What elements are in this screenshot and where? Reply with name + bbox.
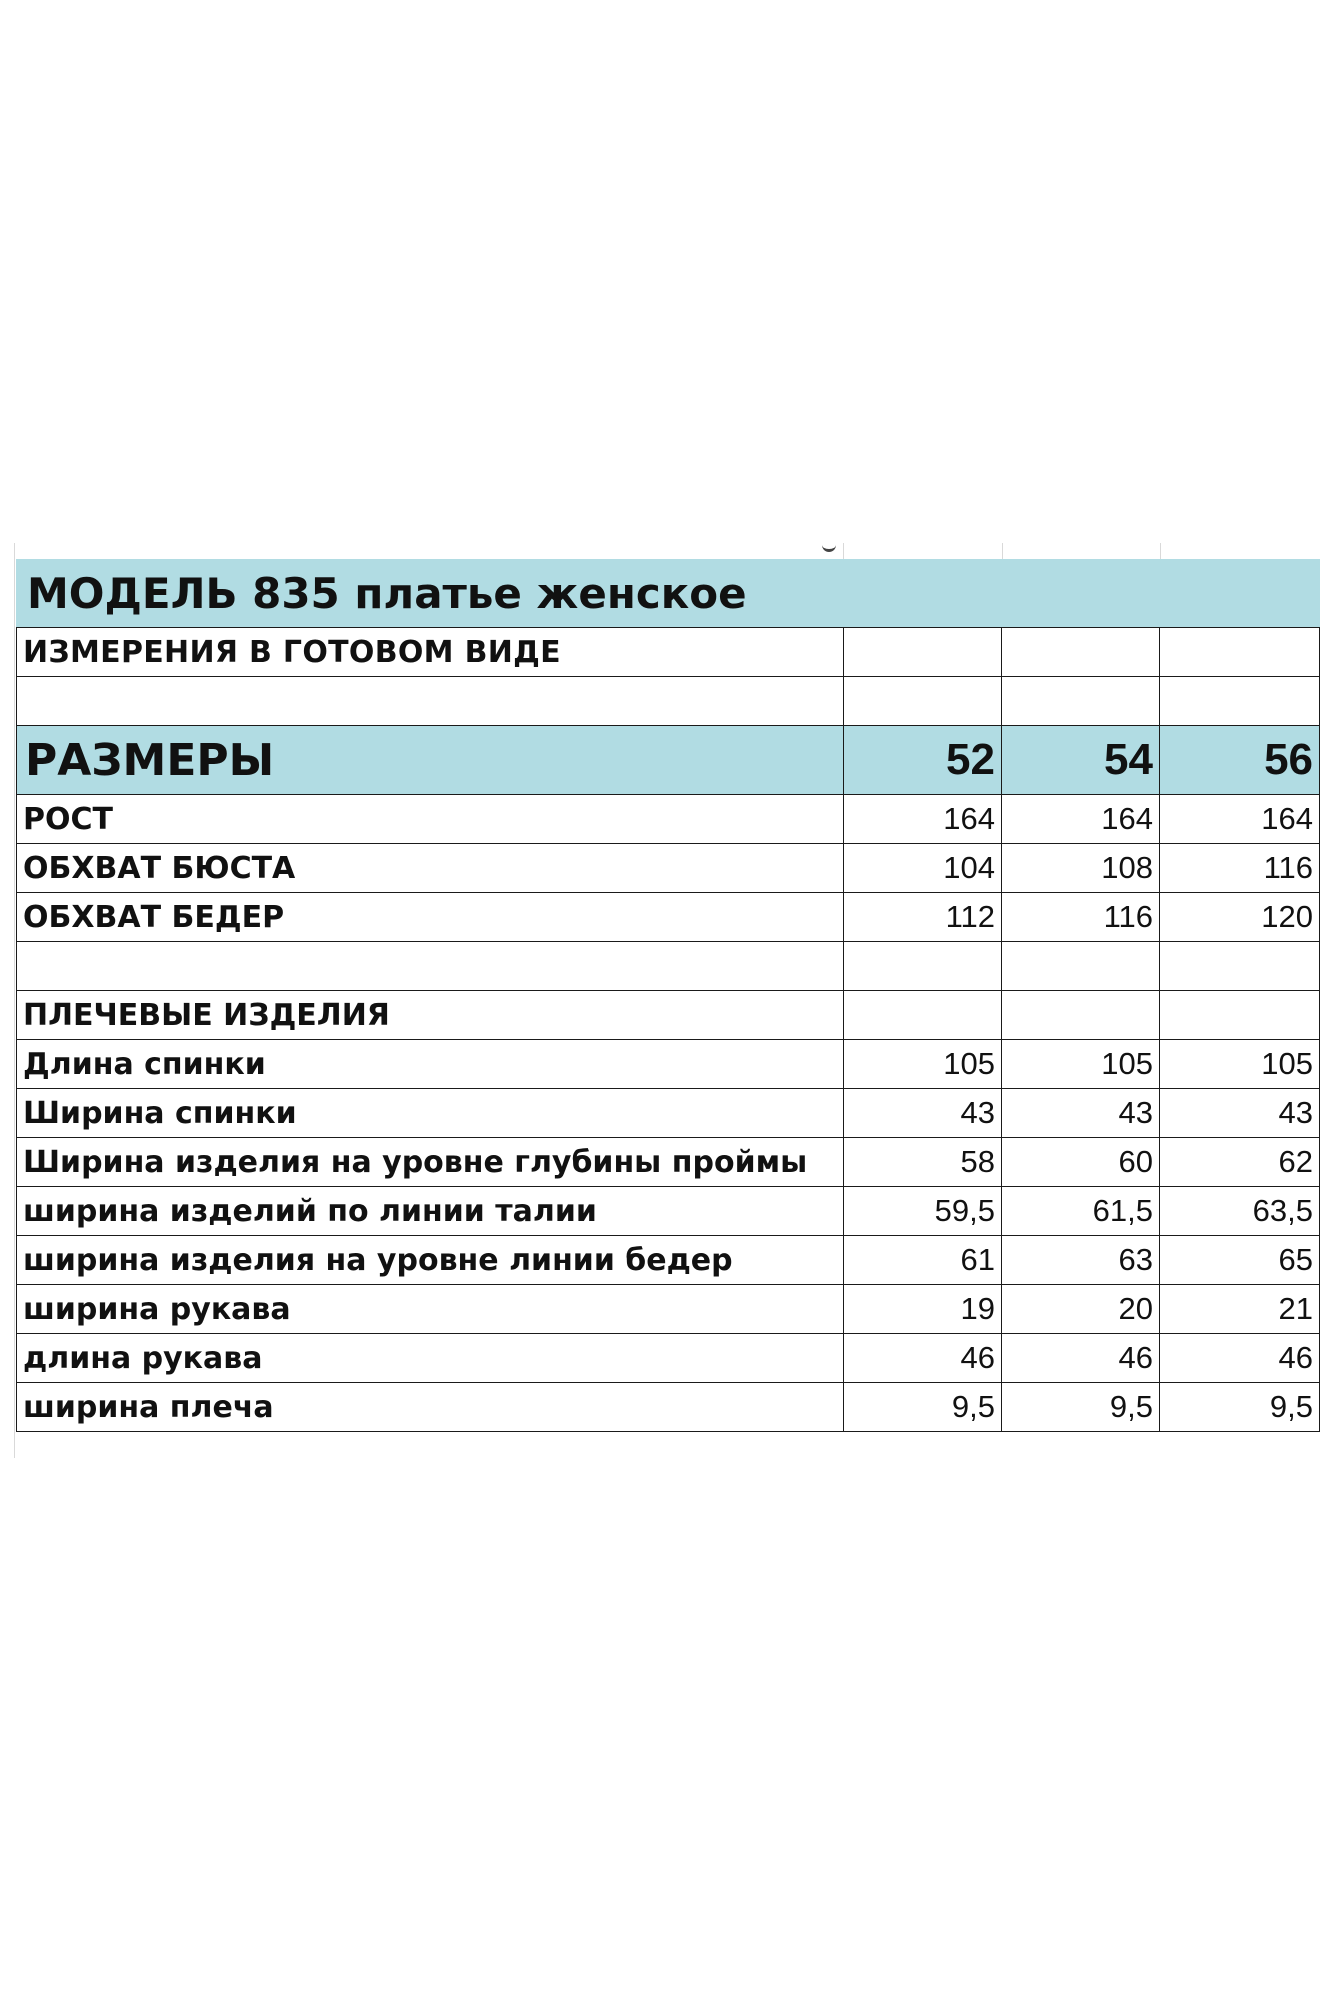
row-value: 116 [1160, 844, 1320, 893]
row-value: 116 [1002, 893, 1160, 942]
empty-cell [1002, 677, 1160, 726]
row-label: Ширина спинки [17, 1089, 844, 1138]
size-chart-table [16, 559, 1320, 1432]
empty-cell [1002, 942, 1160, 991]
row-value: 46 [844, 1334, 1002, 1383]
row-value: 164 [844, 795, 1002, 844]
row-label: ширина изделия на уровне линии бедер [17, 1236, 844, 1285]
table-row [17, 1089, 1320, 1138]
table-row [17, 1285, 1320, 1334]
empty-cell [844, 942, 1002, 991]
empty-cell [844, 628, 1002, 677]
sizes-label: РАЗМЕРЫ [17, 726, 844, 795]
row-value: 63,5 [1160, 1187, 1320, 1236]
empty-cell [1160, 677, 1320, 726]
row-value: 62 [1160, 1138, 1320, 1187]
row-label: ширина изделий по линии талии [17, 1187, 844, 1236]
size-header: 56 [1160, 726, 1320, 795]
row-label: ОБХВАТ БЕДЕР [17, 893, 844, 942]
size-header: 54 [1002, 726, 1160, 795]
row-value: 9,5 [1002, 1383, 1160, 1432]
row-label: Длина спинки [17, 1040, 844, 1089]
table-row [17, 1334, 1320, 1383]
row-value: 105 [1160, 1040, 1320, 1089]
row-value: 46 [1160, 1334, 1320, 1383]
sizes-header-row [17, 726, 1320, 795]
column-gridline-stub [843, 543, 844, 559]
row-value: 9,5 [1160, 1383, 1320, 1432]
empty-cell [1160, 991, 1320, 1040]
table-row [17, 1138, 1320, 1187]
measurements-subtitle: ИЗМЕРЕНИЯ В ГОТОВОМ ВИДЕ [17, 628, 844, 677]
sheet-left-gridline [14, 543, 15, 1458]
subtitle-row [17, 628, 1320, 677]
model-title: МОДЕЛЬ 835 платье женское [17, 560, 1320, 628]
row-value: 19 [844, 1285, 1002, 1334]
empty-cell [844, 991, 1002, 1040]
row-label: Ширина изделия на уровне глубины проймы [17, 1138, 844, 1187]
row-label: длина рукава [17, 1334, 844, 1383]
row-value: 21 [1160, 1285, 1320, 1334]
row-label: РОСТ [17, 795, 844, 844]
section-label: ПЛЕЧЕВЫЕ ИЗДЕЛИЯ [17, 991, 844, 1040]
size-chart-sheet [0, 543, 1333, 1458]
table-row [17, 795, 1320, 844]
row-value: 63 [1002, 1236, 1160, 1285]
size-header: 52 [844, 726, 1002, 795]
row-value: 61,5 [1002, 1187, 1160, 1236]
row-value: 65 [1160, 1236, 1320, 1285]
row-value: 108 [1002, 844, 1160, 893]
empty-cell [1160, 628, 1320, 677]
table-row [17, 844, 1320, 893]
row-label: ширина плеча [17, 1383, 844, 1432]
row-value: 43 [844, 1089, 1002, 1138]
row-value: 120 [1160, 893, 1320, 942]
column-gridline-stub [1160, 543, 1161, 559]
empty-cell [1002, 991, 1160, 1040]
row-value: 105 [1002, 1040, 1160, 1089]
table-row [17, 1236, 1320, 1285]
empty-cell [17, 677, 844, 726]
table-row [17, 1383, 1320, 1432]
title-row [17, 560, 1320, 628]
row-value: 46 [1002, 1334, 1160, 1383]
row-value: 164 [1160, 795, 1320, 844]
row-value: 43 [1160, 1089, 1320, 1138]
row-value: 60 [1002, 1138, 1160, 1187]
empty-cell [1002, 628, 1160, 677]
row-value: 20 [1002, 1285, 1160, 1334]
spacer-row [17, 677, 1320, 726]
row-value: 59,5 [844, 1187, 1002, 1236]
row-label: ширина рукава [17, 1285, 844, 1334]
section-row [17, 991, 1320, 1040]
cropped-glyph-mark [822, 543, 836, 552]
empty-cell [844, 677, 1002, 726]
row-value: 43 [1002, 1089, 1160, 1138]
spacer-row [17, 942, 1320, 991]
row-value: 61 [844, 1236, 1002, 1285]
row-value: 112 [844, 893, 1002, 942]
table-row [17, 1187, 1320, 1236]
row-value: 9,5 [844, 1383, 1002, 1432]
row-value: 164 [1002, 795, 1160, 844]
empty-cell [17, 942, 844, 991]
row-label: ОБХВАТ БЮСТА [17, 844, 844, 893]
row-value: 105 [844, 1040, 1002, 1089]
column-gridline-stub [1002, 543, 1003, 559]
row-value: 58 [844, 1138, 1002, 1187]
row-value: 104 [844, 844, 1002, 893]
table-row [17, 893, 1320, 942]
table-row [17, 1040, 1320, 1089]
empty-cell [1160, 942, 1320, 991]
